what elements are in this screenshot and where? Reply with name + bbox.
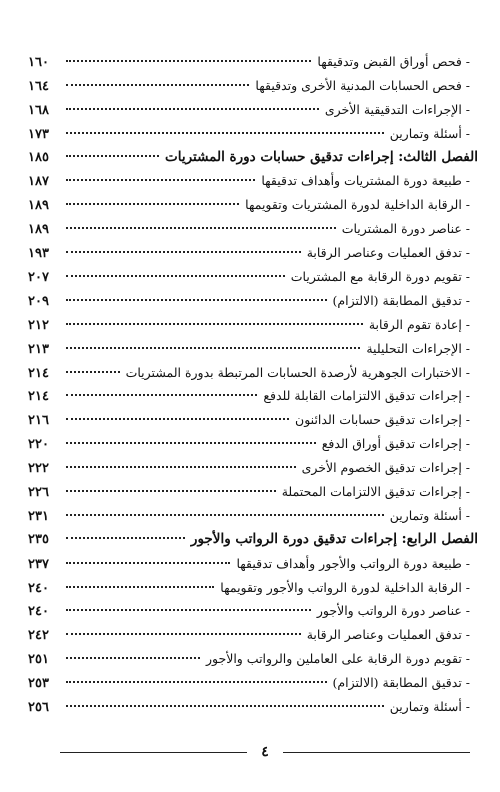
toc-chapter-entry bbox=[28, 146, 478, 170]
toc-entry-title: - عناصر دورة الرواتب والأجور bbox=[316, 603, 470, 619]
toc-entry bbox=[28, 576, 478, 600]
toc-entry-page: ٢٥١ bbox=[28, 652, 49, 668]
toc-entry-page: ١٦٠ bbox=[28, 55, 49, 70]
toc-entry bbox=[28, 289, 478, 313]
dot-leader bbox=[66, 203, 239, 205]
dot-leader bbox=[66, 633, 301, 635]
toc-entry-title: - أسئلة وتمارين bbox=[389, 699, 470, 715]
dot-leader bbox=[66, 514, 384, 516]
footer-rule-left bbox=[60, 752, 247, 753]
toc-entry bbox=[28, 456, 478, 480]
dot-leader bbox=[66, 442, 316, 444]
toc-entry-title: - تقويم دورة الرقابة مع المشتريات bbox=[290, 269, 470, 285]
toc-entry bbox=[28, 647, 478, 671]
toc-entry-page: ٢١٣ bbox=[28, 341, 49, 357]
dot-leader bbox=[66, 60, 311, 62]
toc-entry-page: ٢٣١ bbox=[28, 508, 49, 524]
toc-entry-page: ٢١٤ bbox=[28, 365, 49, 381]
toc-entry bbox=[28, 671, 478, 695]
toc-entry bbox=[28, 504, 478, 528]
toc-entry-page: ٢٢٠ bbox=[28, 437, 49, 453]
toc-entry-title: - إجراءات تدقيق أوراق الدفع bbox=[321, 436, 470, 452]
toc-entry bbox=[28, 217, 478, 241]
dot-leader bbox=[66, 418, 289, 420]
toc-entry-page: ٢٠٧ bbox=[28, 270, 49, 286]
toc-entry-page: ٢٤٠ bbox=[28, 604, 49, 620]
toc-entry-page: ١٩٣ bbox=[28, 246, 49, 262]
toc-entry-page: ١٦٤ bbox=[28, 78, 49, 94]
toc-entry bbox=[28, 384, 478, 408]
dot-leader bbox=[66, 299, 327, 301]
dot-leader bbox=[66, 155, 159, 157]
dot-leader bbox=[66, 108, 319, 110]
toc-entry-title: - أسئلة وتمارين bbox=[389, 125, 470, 141]
toc-entry-page: ٢٣٧ bbox=[28, 556, 49, 572]
toc-entry-title: - إجراءات تدقيق الالتزامات المحتملة bbox=[281, 484, 470, 500]
toc-entry-title: الفصل الثالث: إجراءات تدقيق حسابات دورة المشتريات bbox=[165, 148, 478, 165]
toc-entry-title: - إجراءات تدقيق الالتزامات القابلة للدفع bbox=[263, 388, 470, 404]
toc-entry-page: ٢١٦ bbox=[28, 413, 49, 429]
toc-entry bbox=[28, 50, 478, 74]
toc-entry-page: ٢٤٢ bbox=[28, 628, 49, 644]
dot-leader bbox=[66, 490, 276, 492]
toc-entry-title: - تدقيق المطابقة (الالتزام) bbox=[332, 292, 470, 308]
toc-entry-title: - إجراءات تدقيق حسابات الدائنون bbox=[295, 412, 470, 428]
toc-entry bbox=[28, 74, 478, 98]
toc-entry bbox=[28, 265, 478, 289]
toc-entry-title: - تدقيق المطابقة (الالتزام) bbox=[332, 675, 470, 691]
dot-leader bbox=[66, 347, 360, 349]
toc-entry bbox=[28, 122, 478, 146]
toc-entry-page: ٢٥٦ bbox=[28, 700, 49, 716]
toc-entry-page: ٢٣٥ bbox=[28, 531, 49, 547]
toc-entry-page: ١٨٧ bbox=[28, 174, 49, 190]
dot-leader bbox=[66, 179, 255, 181]
toc-entry-title: - تقويم دورة الرقابة على العاملين والرواتب والأجور bbox=[205, 651, 470, 667]
footer-rule-right bbox=[283, 752, 470, 753]
toc-entry bbox=[28, 552, 478, 576]
toc-entry-title: - أسئلة وتمارين bbox=[389, 507, 470, 523]
toc-entry-title: - الاختبارات الجوهرية لأرصدة الحسابات المرتبطة بدورة المشتريات bbox=[125, 364, 470, 380]
toc-entry-page: ١٨٩ bbox=[28, 222, 49, 238]
toc-entry bbox=[28, 313, 478, 337]
toc-entry-title: - عناصر دورة المشتريات bbox=[341, 221, 470, 237]
toc-entry-title: - طبيعة دورة المشتريات وأهداف تدقيقها bbox=[261, 173, 470, 189]
dot-leader bbox=[66, 394, 257, 396]
toc-entry-title: - فحص أوراق القبض وتدقيقها bbox=[317, 54, 470, 69]
toc-entry-page: ١٧٣ bbox=[28, 126, 49, 142]
page-number: ٤ bbox=[261, 744, 269, 760]
dot-leader bbox=[66, 275, 285, 277]
toc-entry bbox=[28, 361, 478, 385]
toc-entry-page: ٢٥٣ bbox=[28, 676, 49, 692]
dot-leader bbox=[66, 537, 185, 539]
dot-leader bbox=[66, 84, 249, 86]
toc-entry bbox=[28, 193, 478, 217]
toc-entry-page: ١٦٨ bbox=[28, 102, 49, 118]
toc-entry bbox=[28, 169, 478, 193]
toc-entry-title: - فحص الحسابات المدنية الأخرى وتدقيقها bbox=[255, 77, 470, 93]
toc-entry-page: ٢٢٢ bbox=[28, 461, 49, 477]
toc-entry bbox=[28, 599, 478, 623]
toc-entry bbox=[28, 337, 478, 361]
toc-entry bbox=[28, 241, 478, 265]
toc-entry-page: ٢٢٦ bbox=[28, 485, 49, 501]
dot-leader bbox=[66, 681, 327, 683]
toc-entry-title: - طبيعة دورة الرواتب والأجور وأهداف تدقيقها bbox=[236, 555, 470, 571]
toc-entry bbox=[28, 695, 478, 719]
toc-entry-title: - تدفق العمليات وعناصر الرقابة bbox=[306, 245, 470, 261]
dot-leader bbox=[66, 132, 384, 134]
toc-entry-title: الفصل الرابع: إجراءات تدقيق دورة الرواتب والأجور bbox=[190, 530, 478, 547]
dot-leader bbox=[66, 609, 311, 611]
toc-entry-page: ١٨٩ bbox=[28, 198, 49, 214]
toc-entry bbox=[28, 480, 478, 504]
dot-leader bbox=[66, 657, 200, 659]
dot-leader bbox=[66, 705, 384, 707]
toc-entry bbox=[28, 408, 478, 432]
toc-entry-page: ٢١٢ bbox=[28, 317, 49, 333]
toc-entry-title: - تدفق العمليات وعناصر الرقابة bbox=[306, 627, 470, 643]
table-of-contents bbox=[28, 50, 478, 719]
dot-leader bbox=[66, 251, 301, 253]
toc-entry bbox=[28, 432, 478, 456]
dot-leader bbox=[66, 227, 336, 229]
toc-entry-title: - الإجراءات التحليلية bbox=[366, 340, 470, 356]
dot-leader bbox=[66, 323, 363, 325]
toc-entry-title: - الإجراءات التدقيقية الأخرى bbox=[324, 101, 470, 117]
toc-entry bbox=[28, 98, 478, 122]
toc-entry-page: ٢٤٠ bbox=[28, 580, 49, 596]
toc-entry-title: - إجراءات تدقيق الخصوم الأخرى bbox=[301, 460, 470, 476]
toc-entry-title: - إعادة تقوم الرقابة bbox=[368, 316, 470, 332]
toc-entry-page: ٢١٤ bbox=[28, 389, 49, 405]
toc-entry bbox=[28, 623, 478, 647]
toc-entry-page: ٢٠٩ bbox=[28, 293, 49, 309]
toc-entry-page: ١٨٥ bbox=[28, 149, 49, 165]
dot-leader bbox=[66, 466, 296, 468]
page-footer bbox=[60, 742, 470, 762]
dot-leader bbox=[66, 562, 230, 564]
dot-leader bbox=[66, 371, 120, 373]
dot-leader bbox=[66, 586, 214, 588]
toc-chapter-entry bbox=[28, 528, 478, 552]
toc-entry-title: - الرقابة الداخلية لدورة المشتريات وتقويمها bbox=[245, 197, 470, 213]
toc-entry-title: - الرقابة الداخلية لدورة الرواتب والأجور وتقويمها bbox=[220, 579, 470, 595]
